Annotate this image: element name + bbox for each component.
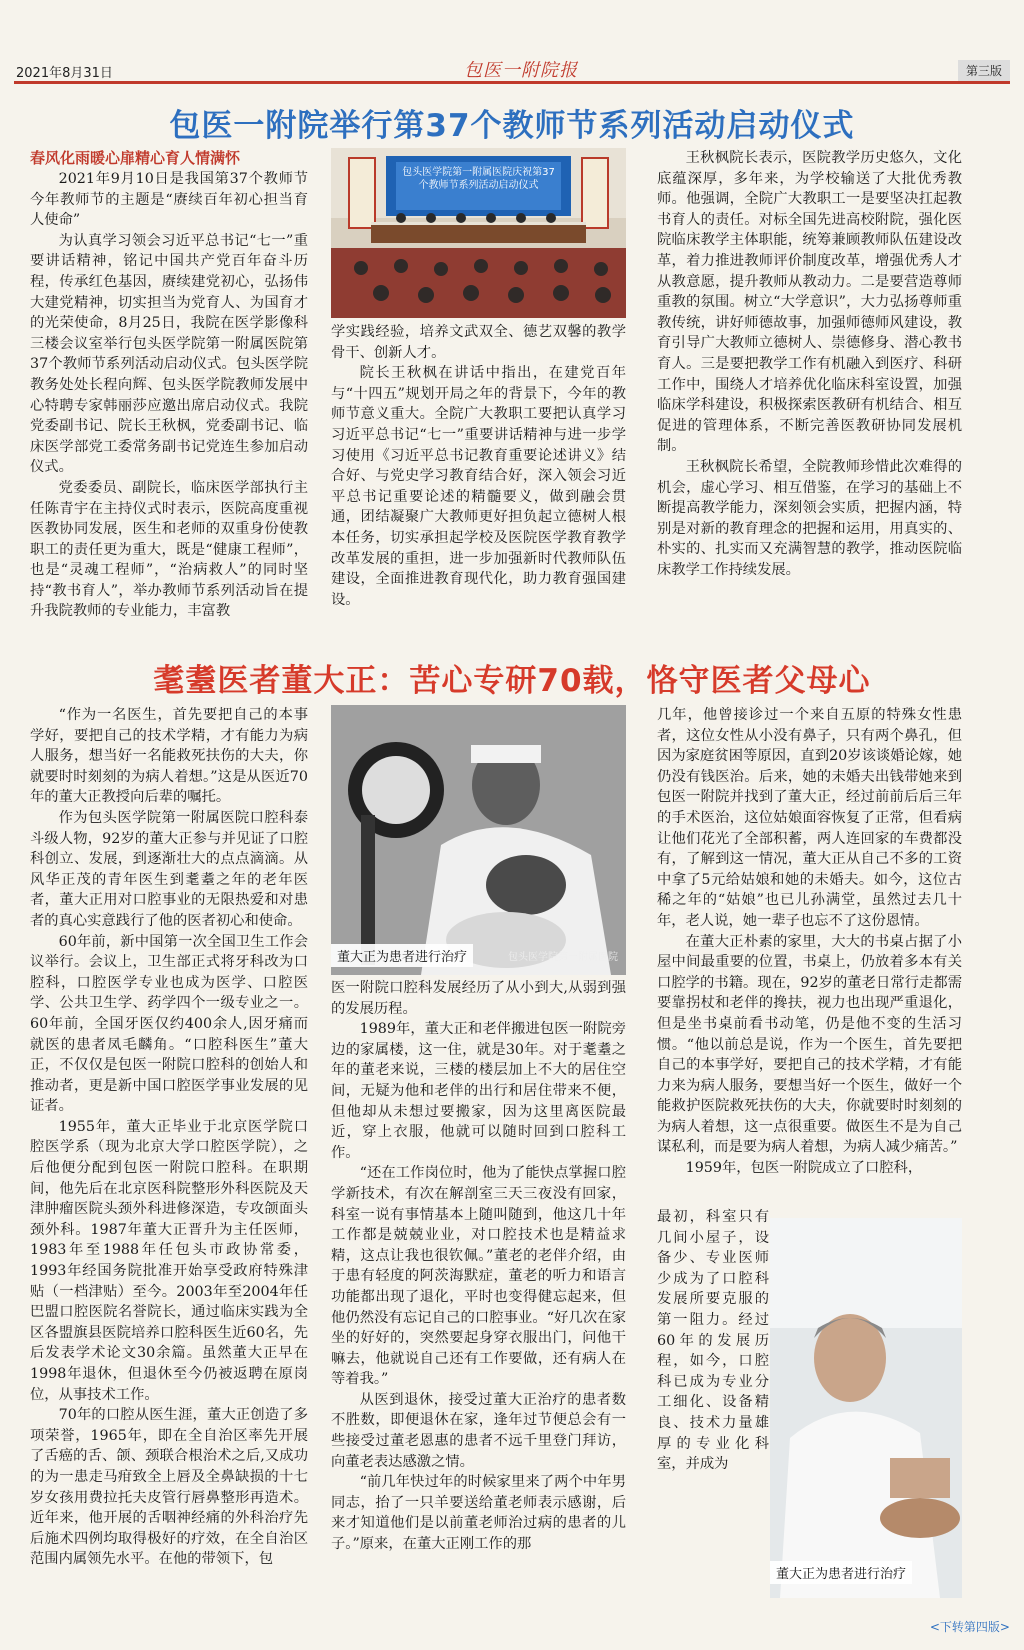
article2-para: 从医到退休，接受过董大正治疗的患者数不胜数，即便退休在家，逢年过节便总会有一些接受过董老恩惠的患者不远千里登门拜访，向董老表达感激之情。 [331,1391,626,1470]
article1-para: 王秋枫院长希望，全院教师珍惜此次难得的机会，虚心学习、相互借鉴，在学习的基础上不断提高教学能力，深刻领会实质，把握内涵，特别是对新的教育理念的把握和运用，用真实的、朴实的、扎实而又充满智慧的教学，推动医院临床教学工作持续发展。 [657,458,962,578]
article2-para: 1989年，董大正和老伴搬进包医一附院旁边的家属楼，这一住，就是30年。对于耄耋之年的董老来说，三楼的楼层加上不大的居住空间，无疑为他和老伴的出行和居住带来不便，但他却从未想过要搬家，因为这里离医院最近，穿上衣服，他就可以随时回到口腔科工作。 [331,1021,626,1161]
article2-para: 1959年，包医一附院成立了口腔科， [685,1160,923,1177]
continued-notice: <下转第四版> [929,1620,1010,1634]
article2-para: 在董大正朴素的家里，大大的书桌占据了小屋中间最重要的位置，书桌上，仍放着多本有关口腔学的书籍。现在，92岁的董老日常行走都需要靠拐杖和老伴的搀扶，视力也出现严重退化，但是坐书桌前看书动笔，仍是他不变的生活习惯。“他以前总是说，作为一个医生，首先要把自己的本事学好，要把自己的技术学精，才有能力来为病人服务，要想当好一个医生，做好一个能救护医院救死扶伤的大夫，你就要时时刻刻的为病人着想，这一点很重要。做医生不是为自己谋私利，而是要为病人着想，为病人减少痛苦。” [657,933,962,1156]
article1-para: 院长王秋枫在讲话中指出，在建党百年与“十四五”规划开局之年的背景下，今年的教师节意义重大。全院广大教职工要把认真学习习近平总书记“七一”重要讲话精神与进一步学习使用《习近平总书记教育重要论述讲义》结合好、与党史学习教育结合好，深入领会习近平总书记重要论述的精髓要义，做到融会贯通，团结凝聚广大教师更好担负起立德树人根本任务，切实承担起学校及医院医学教育教学改革发展的重担，进一步加强新时代教师队伍建设，全面推进教育现代化，助力教育强国建设。 [331,365,626,608]
issue-date: 2021年8月31日 [16,66,113,81]
article2-para: 医一附院口腔科发展经历了从小到大,从弱到强的发展历程。 [331,980,626,1017]
doctor-treatment-photo-1 [331,705,626,975]
photo-watermark: 包头医学院第一附属医院 [508,952,618,963]
article2-column-3 [657,705,962,1205]
doctor-treatment-photo-2 [770,1218,962,1598]
article2-para: “还在工作岗位时，他为了能快点掌握口腔学新技术，有次在解剖室三天三夜没有回家，科室一说有事情基本上随叫随到，他这几十年工作都是兢兢业业，对口腔技术也是精益求精，这点让我也很钦佩。”董老的老伴介绍，由于患有轻度的阿茨海默症，董老的听力和语言功能都出现了退化，平时也变得健忘起来，但他仍然没有忘记自己的口腔事业。“好几次在家坐的好好的，突然要起身穿衣服出门，问他干嘛去，他就说自己还有工作要做，还有病人在等着我。” [331,1165,626,1388]
article2-column-2 [331,978,626,1615]
article2-para: 70年的口腔从医生涯，董大正创造了多项荣誉，1965年，即在全自治区率先开展了舌癌的舌、颌、颈联合根治术之后,又成功的为一患走马疳致全上唇及全鼻缺损的十七岁女孩用费拉托夫皮管行唇鼻整形再造术。近年来，他开展的舌咽神经痛的外科治疗先后施术四例均取得极好的疗效，在全自治区范围内属领先水平。在他的带领下，包 [30,1407,308,1568]
article2-para: 60年前，新中国第一次全国卫生工作会议举行。会议上，卫生部正式将牙科改为口腔科，口腔医学专业也成为医学、口腔医学、公共卫生学、药学四个一级专业之一。60年前，全国牙医仅约400余人,因牙痛而就医的患者凤毛麟角。“口腔科医生”董大正，不仅仅是包医一附院口腔科的创始人和推动者，更是新中国口腔医学事业发展的见证者。 [30,933,308,1115]
article1-column-3 [657,148,962,600]
photo-caption-1: 董大正为患者进行治疗 [331,944,473,967]
article1-subhead: 春风化雨暖心扉精心育人情满怀 [30,149,241,167]
article2-para: 最初，科室只有几间小屋子，设备少、专业医师少成为了口腔科发展所要克服的第一阻力。经过60年的发展历程，如今，口腔科已成为专业分工细化、设备精良、技术力量雄厚的专业化科室，并成为 [657,1209,769,1473]
article1-para: 王秋枫院长表示，医院教学历史悠久，文化底蕴深厚，多年来，为学校输送了大批优秀教师。他强调，全院广大教职工一是要坚决扛起教书育人的责任。对标全国先进高校附院，强化医院临床教学主体职能，统筹兼顾教师队伍建设改革，着力推进教师评价制度改革，增强优秀人才从教意愿，提升教师从教动力。二是要营造尊师重教的氛围。树立“大学意识”，大力弘扬尊师重教传统，讲好师德故事，加强师德师风建设，教育引导广大教师立德树人、崇德修身、潜心教书育人。三是要把教学工作有机融入到医疗、科研工作中，围绕人才培养优化临床科室设置，加强临床学科建设，积极探索医教研有机结合、相互促进的管理体系，不断完善医教研协同发展机制。 [657,150,962,455]
article2-headline: 耄耋医者董大正：苦心专研70载，恪守医者父母心 [153,663,871,699]
article1-para: 党委委员、副院长，临床医学部执行主任陈青宇在主持仪式时表示，医院高度重视医教协同发展，医生和老师的双重身份使教职工的责任更为重大，既是“健康工程师”，也是“灵魂工程师”，“治病救人”的同时坚持“教书育人”，举办教师节系列活动旨在提升我院教师的专业能力，丰富教 [30,479,308,620]
article1-para: 为认真学习领会习近平总书记“七一”重要讲话精神，铭记中国共产党百年奋斗历程，传承红色基因，赓续建党初心，弘扬伟大建党精神，切实担当为党育人、为国育才的光荣使命，8月25日，我院在医学影像科三楼会议室举行包头医学院第一附属医院第37个教师节系列活动启动仪式。包头医学院教务处处长程向辉、包头医学院教师发展中心特聘专家韩丽莎应邀出席启动仪式。我院党委副书记、院长王秋枫，党委副书记、临床医学部党工委常务副书记党连生参加启动仪式。 [30,232,308,476]
article2-column-1 [30,705,308,1615]
article1-para: 2021年9月10日是我国第37个教师节今年教师节的主题是“赓续百年初心担当育人使命” [30,171,308,229]
page-label: 第三版 [958,60,1010,81]
ceremony-photo [331,148,626,318]
article1-headline: 包医一附院举行第37个教师节系列活动启动仪式 [169,108,855,144]
article2-para: “作为一名医生，首先要把自己的本事学好，要把自己的技术学精，才有能力为病人服务，想当好一名能救死扶伤的大夫，你就要时时刻刻的为病人着想。”这是从医近70年的董大正教授向后辈的嘱托。 [30,707,308,806]
article1-column-2 [331,322,626,608]
doctor-photo-illustration [331,705,626,975]
article1-column-1 [30,148,308,620]
photo-caption-2: 董大正为患者进行治疗 [770,1561,912,1584]
article1-para: 学实践经验，培养文武双全、德艺双馨的教学骨干、创新人才。 [331,324,626,361]
photo-banner-text: 包头医学院第一附属医院庆祝第37个教师节系列活动启动仪式 [402,167,555,191]
doctor-photo2-illustration [770,1218,962,1598]
page-header [14,56,1010,84]
article2-column-3-narrow [657,1207,769,1615]
newspaper-title: 包医一附院报 [464,60,578,81]
article2-para: 作为包头医学院第一附属医院口腔科泰斗级人物，92岁的董大正参与并见证了口腔科创立、发展，到逐渐壮大的点点滴滴。从风华正茂的青年医生到耄耋之年的老年医者，董大正用对口腔事业的无限热爱和对患者的真心实意践行了他的医者初心和使命。 [30,809,308,929]
article2-para: 几年，他曾接诊过一个来自五原的特殊女性患者，这位女性从小没有鼻子，只有两个鼻孔，但因为家庭贫困等原因，直到20岁该谈婚论嫁，她仍没有钱医治。后来，她的未婚夫出钱带她来到包医一附院并找到了董大正，经过前前后后三年的手术医治，这位姑娘面容恢复了正常，但看病让他们花光了全部积蓄，两人连回家的车费都没有，了解到这一情况，董大正从自己不多的工资中拿了5元给姑娘和她的未婚夫。如今，这位古稀之年的“姑娘”也已儿孙满堂，虽然过去几十年，老人说，她一辈子也忘不了这份恩情。 [657,707,962,929]
article2-para: “前几年快过年的时候家里来了两个中年男同志，抬了一只羊要送给董老师表示感谢，后来才知道他们是以前董老师治过病的患者的儿子。”原来，在董大正刚工作的那 [331,1474,626,1553]
article2-para: 1955年，董大正毕业于北京医学院口腔医学系（现为北京大学口腔医学院），之后他便分配到包医一附院口腔科。在职期间，他先后在北京医科院整形外科医院及天津肿瘤医院头颈外科进修深造，专攻颌面头颈外科。1987年董大正晋升为主任医师，1983年至1988年任包头市政协常委，1993年经国务院批准开始享受政府特殊津贴（一档津贴）至今。2003年至2004年任巴盟口腔医院名誉院长，通过临床实践为全区各盟旗县医院培养口腔科医生近60名，先后发表学术论文30余篇。虽然董大正早在1998年退休，但退休至今仍被返聘在原岗位，从事技术工作。 [30,1118,308,1403]
